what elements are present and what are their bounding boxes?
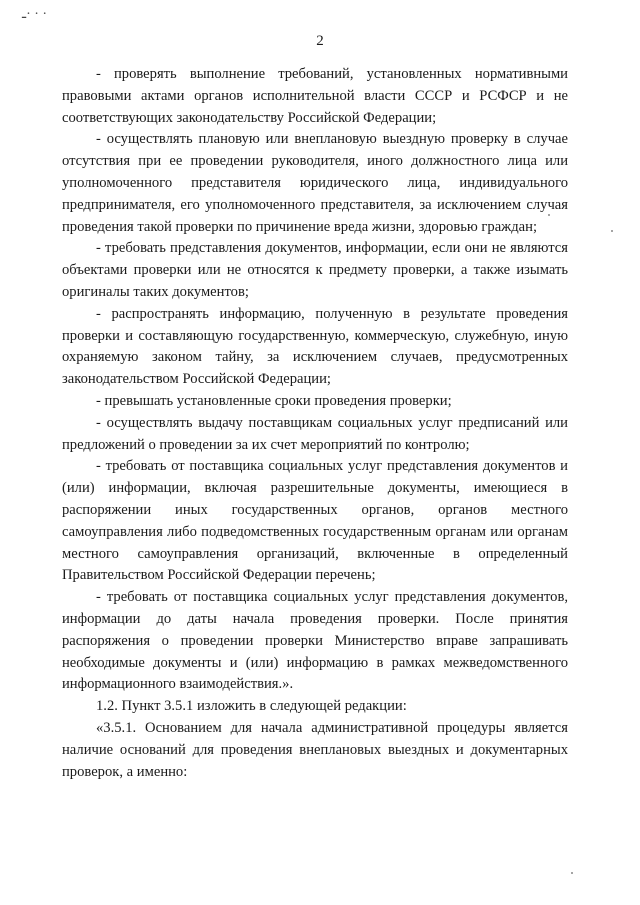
paragraph-5: - превышать установленные сроки проведения проверки; — [96, 392, 452, 409]
paragraph-3: - требовать представления документов, информации, если они не являются объектами проверки или не относятся к предмету проверки, а также изымать оригиналы таких документов; — [62, 240, 568, 300]
scan-artifact-mark: ـ· · · — [22, 7, 48, 22]
scan-speck — [611, 230, 613, 232]
paragraph-1: - проверять выполнение требований, установленных нормативными правовыми актами органов исполнительной власти СССР и РСФСР и не соответствующих законодательству Российской Федерации; — [62, 66, 568, 126]
document-body — [62, 64, 568, 783]
paragraph-4: - распространять информацию, полученную в результате проведения проверки и составляющую государственную, коммерческую, служебную, иную охраняемую законом тайну, за исключением случаев, предусмотренных законодательством Российской Федерации; — [62, 305, 568, 388]
paragraph-10: «3.5.1. Основанием для начала административной процедуры является наличие оснований для проведения внеплановых выездных и документарных проверок, а именно: — [62, 719, 568, 780]
page-number: 2 — [316, 33, 324, 49]
paragraph-8: - требовать от поставщика социальных услуг представления документов, информации до даты начала проведения проверки. После принятия распоряжения о проведении проверки Министерство вправе запрашивать необходимые документы и (или) информацию в рамках межведомственного информационного взаимодействия.». — [62, 589, 568, 693]
paragraph-7: - требовать от поставщика социальных услуг представления документов и (или) информации, включая разрешительные документы, имеющиеся в распоряжении иных государственных органов, органов местного самоуправления либо подведомственных государственным органам или органам местного самоуправления организаций, включенные в определенный Правительством Российской Федерации перечень; — [62, 458, 568, 584]
paragraph-6: - осуществлять выдачу поставщикам социальных услуг предписаний или предложений о проведении за их счет мероприятий по контролю; — [62, 414, 568, 453]
scan-speck — [571, 872, 573, 874]
paragraph-9: 1.2. Пункт 3.5.1 изложить в следующей редакции: — [96, 698, 407, 715]
paragraph-2: - осуществлять плановую или внеплановую выездную проверку в случае отсутствия при ее проведении руководителя, иного должностного лица или уполномоченного представителя юридического лица, индивидуального предпринимателя, его уполномоченного представителя, за исключением случая проведения такой проверки по причинение вреда жизни, здоровью граждан; — [62, 131, 568, 235]
scan-speck — [548, 214, 550, 216]
